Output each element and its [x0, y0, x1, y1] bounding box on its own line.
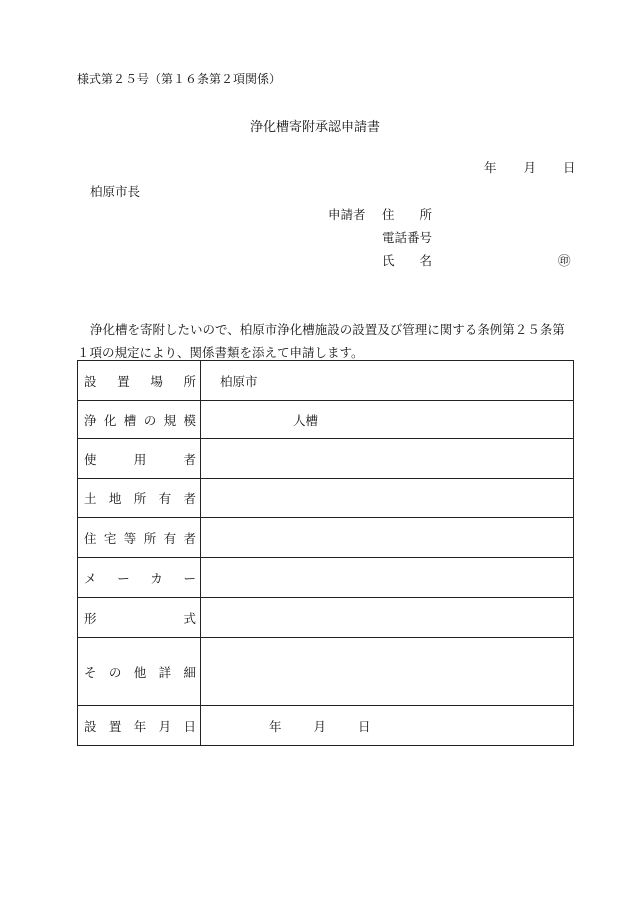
detail-table: [77, 360, 574, 746]
document-title: 浄化槽寄附承認申請書: [249, 120, 380, 135]
label-tank-scale: 浄化槽の規模: [78, 401, 201, 439]
install-month: 月: [313, 718, 327, 734]
value-tank-scale[interactable]: 人槽: [201, 401, 574, 439]
row-model: [78, 598, 574, 638]
install-day: 日: [358, 718, 371, 734]
value-land-owner[interactable]: [201, 479, 574, 518]
install-year: 年: [269, 718, 282, 734]
applicant-label: 申請者: [328, 207, 366, 222]
row-maker: [78, 558, 574, 598]
row-house-owner: [78, 518, 574, 558]
value-maker[interactable]: [201, 558, 574, 598]
row-install-location: [78, 361, 574, 401]
addressee: 柏原市長: [90, 184, 141, 199]
value-model[interactable]: [201, 598, 574, 638]
label-maker: メーカー: [78, 558, 201, 598]
label-install-location: 設置場所: [78, 361, 201, 401]
label-house-owner: 住宅等所有者: [78, 518, 201, 558]
value-house-owner[interactable]: [201, 518, 574, 558]
body-text: 浄化槽を寄附したいので、柏原市浄化槽施設の設置及び管理に関する条例第２５条第１項の規定により、関係書類を添えて申請します。: [77, 322, 565, 360]
label-install-date: 設置年月日: [78, 706, 201, 746]
date-day: 日: [563, 160, 576, 175]
value-install-location[interactable]: 柏原市: [201, 361, 574, 401]
date-year: 年: [484, 160, 497, 175]
address-label: 住 所: [382, 207, 433, 222]
row-tank-scale: [78, 401, 574, 439]
row-install-date: [78, 706, 574, 746]
label-user: 使用者: [78, 439, 201, 479]
value-other-details[interactable]: [201, 638, 574, 706]
name-label: 氏 名: [382, 253, 433, 268]
label-land-owner: 土地所有者: [78, 479, 201, 518]
label-model: 形式: [78, 598, 201, 638]
label-other-details: その他詳細: [78, 638, 201, 706]
date-month: 月: [523, 160, 537, 175]
row-user: [78, 439, 574, 479]
row-land-owner: [78, 479, 574, 518]
form-number: 様式第２５号（第１６条第２項関係）: [77, 72, 282, 86]
value-install-date[interactable]: [201, 706, 574, 746]
phone-label: 電話番号: [382, 230, 433, 245]
row-other-details: [78, 638, 574, 706]
value-user[interactable]: [201, 439, 574, 479]
seal-mark: ㊞: [558, 253, 571, 268]
date-line: [484, 158, 576, 176]
